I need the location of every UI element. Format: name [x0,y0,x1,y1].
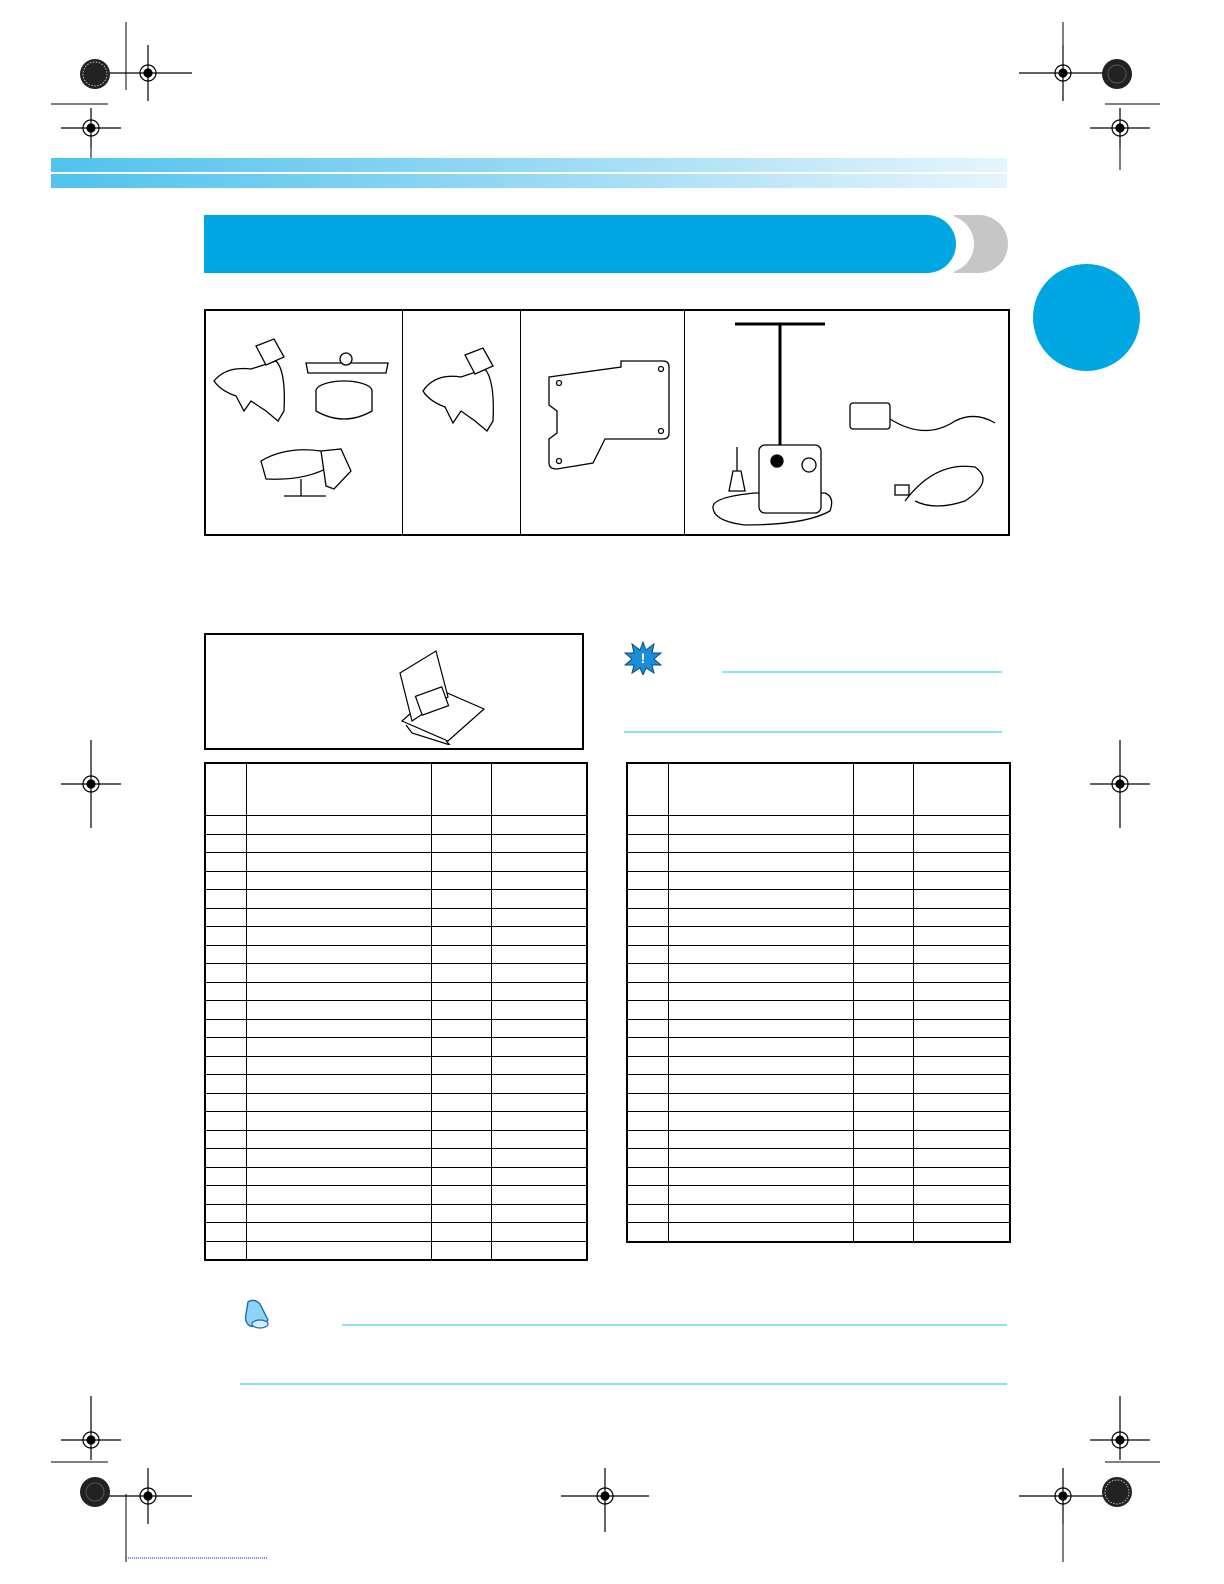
table-row [205,816,587,835]
cell-no [627,1075,668,1094]
col-header-no [627,763,668,816]
cell-part [668,1167,853,1186]
cell-part [668,1204,853,1223]
cell-qty [431,964,491,983]
cell-qty [431,908,491,927]
table-row [627,1019,1010,1038]
memo-rule-bottom [624,731,1002,733]
cell-qty [853,1204,913,1223]
cell-part [246,1001,431,1020]
table-row [205,1112,587,1131]
cell-part [246,908,431,927]
cell-no [627,1204,668,1223]
cell-code [491,1075,587,1094]
cell-code [491,1056,587,1075]
product-panel-cap-frame [403,311,521,534]
cell-part [668,1056,853,1075]
cell-qty [431,1075,491,1094]
cell-part [668,908,853,927]
cell-part [246,1112,431,1131]
table-row [205,1167,587,1186]
cell-code [491,1038,587,1057]
cell-no [627,1149,668,1168]
cell-no [627,927,668,946]
table-row [205,853,587,872]
cell-no [205,1112,246,1131]
cell-no [627,890,668,909]
cell-code [913,1093,1010,1112]
cell-code [913,964,1010,983]
table-row [205,1093,587,1112]
cell-part [668,853,853,872]
cell-qty [431,1241,491,1260]
cell-code [913,945,1010,964]
cell-qty [853,1038,913,1057]
cell-no [205,1001,246,1020]
table-row [627,1167,1010,1186]
cell-code [913,908,1010,927]
cell-qty [853,1167,913,1186]
cell-part [668,1019,853,1038]
cell-code [913,1167,1010,1186]
cell-no [205,908,246,927]
cell-part [668,945,853,964]
cell-code [913,871,1010,890]
cell-part [246,1223,431,1242]
table-row [627,1112,1010,1131]
cell-code [491,1204,587,1223]
cell-no [627,871,668,890]
product-panel-card-case [521,311,685,534]
cell-code [491,908,587,927]
table-row [205,1130,587,1149]
cell-part [246,1093,431,1112]
section-title-bar [204,215,1008,273]
cell-code [913,1075,1010,1094]
col-header-code [491,763,587,816]
cell-no [627,1223,668,1242]
cell-no [627,982,668,1001]
cell-qty [431,1167,491,1186]
col-header-part [668,763,853,816]
table-row [627,1149,1010,1168]
cell-part [668,1038,853,1057]
card-case-icon [521,311,683,534]
table-row [627,1204,1010,1223]
cell-code [491,964,587,983]
cell-code [491,871,587,890]
cell-qty [431,890,491,909]
cell-part [246,1075,431,1094]
cell-code [913,1130,1010,1149]
cell-code [491,834,587,853]
cell-part [246,945,431,964]
cell-qty [853,834,913,853]
cell-qty [853,927,913,946]
cell-no [627,964,668,983]
cell-qty [431,1019,491,1038]
cell-part [246,1241,431,1260]
cell-no [627,908,668,927]
table-row [205,982,587,1001]
cell-no [205,1130,246,1149]
table-row [205,1001,587,1020]
cell-part [246,834,431,853]
cell-part [668,871,853,890]
cell-part [668,927,853,946]
cell-code [913,1186,1010,1205]
table-row [205,1241,587,1260]
cell-no [205,890,246,909]
table-row [627,834,1010,853]
cell-qty [431,1204,491,1223]
cell-code [491,1149,587,1168]
table-row [627,1075,1010,1094]
table-row [627,1223,1010,1242]
table-row [205,1204,587,1223]
cell-part [668,1093,853,1112]
cell-qty [853,1075,913,1094]
cell-no [205,1149,246,1168]
table-row [627,853,1010,872]
table-row [627,816,1010,835]
cell-qty [853,853,913,872]
cell-code [491,1112,587,1131]
table-row [627,982,1010,1001]
cell-qty [853,871,913,890]
col-header-no [205,763,246,816]
cell-part [668,834,853,853]
cell-code [913,1223,1010,1242]
cell-no [627,834,668,853]
cell-part [246,1019,431,1038]
table-row [205,1038,587,1057]
cell-qty [853,1130,913,1149]
col-header-part [246,763,431,816]
cell-qty [431,853,491,872]
cell-qty [431,816,491,835]
table-row [205,1186,587,1205]
table-row [627,908,1010,927]
cell-qty [853,816,913,835]
cell-code [491,1019,587,1038]
cell-no [205,1167,246,1186]
cell-part [668,1223,853,1242]
cell-part [246,1204,431,1223]
cell-part [246,1149,431,1168]
cap-frame-icon [403,311,519,534]
note-rule-bottom [240,1383,1007,1385]
cell-part [246,982,431,1001]
cell-code [491,927,587,946]
cell-qty [853,890,913,909]
accessory-table-right [626,762,1011,1243]
cell-part [246,853,431,872]
cell-no [627,816,668,835]
cell-qty [431,834,491,853]
cell-part [246,1167,431,1186]
table-row [205,964,587,983]
cell-qty [853,1112,913,1131]
cell-code [491,816,587,835]
cell-no [627,1093,668,1112]
cell-code [491,890,587,909]
table-row [627,927,1010,946]
chapter-tab [1033,264,1140,371]
cell-no [627,1112,668,1131]
cell-part [246,1038,431,1057]
cell-code [491,982,587,1001]
cell-qty [431,1186,491,1205]
note-rule-top [342,1324,1007,1326]
table-row [205,1019,587,1038]
cell-code [913,927,1010,946]
cell-part [246,927,431,946]
cell-no [205,1241,246,1260]
cell-no [627,945,668,964]
cell-qty [853,1149,913,1168]
cell-code [491,945,587,964]
cell-no [627,1167,668,1186]
cell-no [627,1130,668,1149]
cell-part [668,1075,853,1094]
cell-code [491,1093,587,1112]
cell-qty [431,927,491,946]
accessory-table-left [204,762,588,1261]
cell-qty [853,982,913,1001]
cell-code [491,1001,587,1020]
cap-frame-set-icon [206,311,401,534]
cell-code [491,1130,587,1149]
col-header-code [913,763,1010,816]
table-row [627,964,1010,983]
cell-qty [431,1093,491,1112]
cell-qty [431,1223,491,1242]
memory-card-box [204,633,584,750]
cell-no [205,1075,246,1094]
cell-no [205,1038,246,1057]
cell-no [627,853,668,872]
table-row [205,1056,587,1075]
cell-part [668,1001,853,1020]
cell-code [913,1149,1010,1168]
cell-code [913,890,1010,909]
cell-qty [853,1093,913,1112]
cell-qty [853,1223,913,1242]
cell-qty [853,1001,913,1020]
cell-code [913,982,1010,1001]
bell-note-icon [240,1298,272,1330]
cell-no [205,871,246,890]
cell-qty [853,1056,913,1075]
cell-qty [431,1112,491,1131]
table-row [627,1056,1010,1075]
table-row [205,1149,587,1168]
cell-code [913,816,1010,835]
cell-part [246,1130,431,1149]
table-row [205,834,587,853]
table-row [205,890,587,909]
cell-code [913,1038,1010,1057]
memory-card-icon [388,645,488,745]
cell-qty [431,982,491,1001]
table-row [205,908,587,927]
cell-code [491,853,587,872]
table-row [627,890,1010,909]
cell-part [246,890,431,909]
cell-part [668,1149,853,1168]
cell-part [668,964,853,983]
cell-code [913,853,1010,872]
table-row [205,1075,587,1094]
cell-qty [431,1149,491,1168]
cell-code [913,1019,1010,1038]
cell-code [491,1167,587,1186]
cell-no [205,1093,246,1112]
cell-qty [431,871,491,890]
cell-part [668,1130,853,1149]
cell-part [668,890,853,909]
col-header-qty [853,763,913,816]
cell-qty [853,945,913,964]
cell-no [627,1038,668,1057]
cell-part [246,1056,431,1075]
thread-stand-icon [685,311,1008,534]
cell-no [627,1056,668,1075]
cell-code [913,1056,1010,1075]
table-row [205,945,587,964]
cell-no [205,853,246,872]
cell-qty [431,1130,491,1149]
cell-qty [853,908,913,927]
cell-part [668,1112,853,1131]
cell-qty [853,1019,913,1038]
cell-no [205,982,246,1001]
cell-part [668,1186,853,1205]
col-header-qty [431,763,491,816]
cell-part [668,816,853,835]
cell-no [205,834,246,853]
table-row [205,871,587,890]
table-row [205,927,587,946]
cell-no [205,816,246,835]
svg-text:!: ! [640,650,646,666]
cell-no [205,1223,246,1242]
cell-code [491,1186,587,1205]
table-header-row [627,763,1010,816]
cell-no [205,964,246,983]
cell-part [246,964,431,983]
cell-code [913,1112,1010,1131]
product-panel-cap-frame-set [206,311,403,534]
table-row [627,871,1010,890]
cell-no [205,1204,246,1223]
cell-code [913,834,1010,853]
table-header-row [205,763,587,816]
cell-qty [431,945,491,964]
table-row [627,1093,1010,1112]
cell-code [913,1204,1010,1223]
cell-no [627,1019,668,1038]
cell-no [205,1019,246,1038]
product-image-strip [204,309,1010,536]
cell-qty [853,964,913,983]
cell-code [491,1223,587,1242]
cell-part [668,982,853,1001]
cell-no [205,927,246,946]
table-row [627,1001,1010,1020]
cell-part [246,816,431,835]
cell-code [491,1241,587,1260]
table-row [627,1038,1010,1057]
cell-no [627,1001,668,1020]
table-row [627,1130,1010,1149]
cell-qty [853,1186,913,1205]
memo-rule-top [722,671,1002,673]
cell-no [205,945,246,964]
table-row [627,945,1010,964]
cell-no [205,1056,246,1075]
cell-no [205,1186,246,1205]
memo-burst-icon [624,641,662,675]
cell-qty [431,1038,491,1057]
header-band [51,158,1007,188]
cell-no [627,1186,668,1205]
cell-code [913,1001,1010,1020]
table-row [205,1223,587,1242]
cell-qty [431,1056,491,1075]
table-row [627,1186,1010,1205]
product-panel-thread-stand [685,311,1010,534]
cell-qty [431,1001,491,1020]
cell-part [246,871,431,890]
cell-part [246,1186,431,1205]
